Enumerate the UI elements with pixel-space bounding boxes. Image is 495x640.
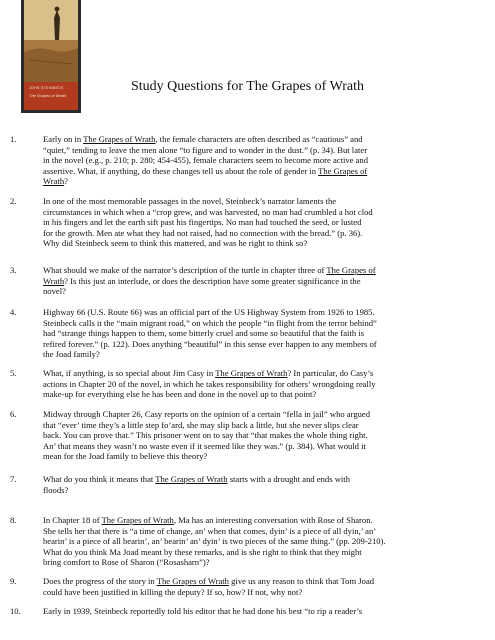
text-segment: assertive. What, if anything, do these changes tell us about the role of gender in	[43, 165, 319, 176]
cover-landscape-icon	[24, 0, 78, 82]
text-segment: , the female characters are often described as “cautious” and	[155, 134, 363, 144]
book-title-reference: The Grapes of Wrath	[156, 576, 229, 586]
question-line	[43, 176, 473, 187]
question-number: 6.	[10, 409, 17, 419]
book-cover-image	[21, 0, 81, 113]
book-title-reference: The Grapes of	[318, 165, 368, 176]
question-line	[43, 349, 473, 360]
text-segment: could have been justified in killing the deputy? If so, how? If not, why not?	[43, 586, 303, 597]
text-segment: Highway 66 (U.S. Route 66) was an official part of the US Highway System from 1926 to 1985.	[43, 307, 375, 317]
text-segment: bring comfort to Rose of Sharon (“Rosasharn”)?	[43, 557, 210, 567]
question-text	[43, 576, 473, 597]
question-line	[43, 379, 473, 390]
question-number: 4.	[10, 307, 17, 317]
question-number: 7.	[10, 474, 17, 484]
text-segment: novel?	[43, 286, 66, 296]
question-line	[43, 420, 473, 431]
cover-title-text: The Grapes of Wrath	[29, 93, 67, 98]
book-title-reference: Wrath	[43, 275, 65, 286]
question-line	[43, 307, 473, 318]
text-segment: in the novel (e.g., p. 210; p. 280; 454-455), female characters seem to become more active and	[43, 155, 369, 165]
question-text	[43, 515, 473, 568]
question-line	[43, 339, 473, 350]
text-segment: Midway through Chapter 26, Casy reports on the opinion of a certain “fella in jail” who argued	[43, 409, 371, 419]
question-line	[43, 576, 473, 587]
text-segment: What should we make of the narrator’s description of the turtle in chapter three of	[43, 265, 327, 275]
book-title-reference: The Grapes of Wrath	[215, 368, 288, 378]
question-line	[43, 474, 473, 485]
text-segment: “quiet,” tending to leave the men alone “to figure and to wonder in the dust.” (p. 34). But later	[43, 144, 368, 155]
text-segment: make-up for everything else he has been and done in the novel up to that point?	[43, 389, 317, 399]
question-text	[43, 134, 473, 187]
question-number: 3.	[10, 265, 17, 275]
question-text	[43, 196, 473, 249]
book-title-reference: The Grapes of	[326, 265, 376, 275]
text-segment: that “ever’ time they’s a little step fo’ard, she may slip back a little, but she never slips clear	[43, 419, 359, 430]
cover-author-text: JOHN STEINBECK	[29, 86, 64, 90]
question-line	[43, 441, 473, 452]
text-segment: Early on in	[43, 134, 84, 144]
question-line	[43, 134, 473, 145]
question-line	[43, 368, 473, 379]
book-title-reference: Wrath	[43, 176, 65, 186]
text-segment: starts with a drought and ends with	[227, 474, 350, 484]
text-segment: ?	[64, 176, 68, 186]
question-line	[43, 515, 473, 526]
question-line	[43, 265, 473, 276]
question-line	[43, 286, 473, 297]
question-text	[43, 409, 473, 462]
question-number: 8.	[10, 515, 17, 525]
question-line	[43, 207, 473, 218]
question-line	[43, 547, 473, 558]
text-segment: for the growth. Men ate what they had not raised, had no connection with the bread.” (p. 36).	[43, 227, 363, 238]
text-segment: the Joad family?	[43, 349, 100, 359]
book-title-reference: The Grapes of Wrath	[83, 134, 156, 144]
text-segment: , Ma has an interesting conversation with Rose of Sharon.	[173, 515, 373, 525]
question-number: 2.	[10, 196, 17, 206]
question-line	[43, 606, 473, 617]
page-title: Study Questions for The Grapes of Wrath	[131, 79, 364, 94]
question-number: 5.	[10, 368, 17, 378]
question-number: 9.	[10, 576, 17, 586]
text-segment: back. You can prove that.” This prisoner went on to say that “that makes the whole thing right.	[43, 430, 368, 440]
text-segment: circumstances in which when a “crop grew, and was harvested, no man had crumbled a hot clod	[43, 206, 373, 217]
text-segment: bearin’ is a piece of all bearin’, an’ bearin’ an’ dyin’ is two pieces of the same thing.” (pp. 209-210).	[43, 536, 386, 546]
question-line	[43, 557, 473, 568]
book-title-reference: The Grapes of Wrath	[101, 515, 174, 525]
text-segment: floods?	[43, 484, 69, 495]
question-line	[43, 526, 473, 537]
question-line	[43, 409, 473, 420]
question-number: 10.	[10, 606, 21, 616]
text-segment: had “strange things happen to them, some bitterly cruel and some so beautiful that the faith is	[43, 328, 364, 338]
question-text	[43, 474, 473, 495]
question-line	[43, 536, 473, 547]
question-line	[43, 328, 473, 339]
question-line	[43, 318, 473, 329]
question-line	[43, 587, 473, 598]
question-line	[43, 389, 473, 400]
text-segment: mean for the Joad family to believe this theory?	[43, 451, 208, 461]
question-line	[43, 166, 473, 177]
text-segment: She tells her that there is “a time of change, an’ when that comes, dyin’ is a piece of all dyin,’ an’	[43, 525, 377, 536]
text-segment: Steinbeck calls it the “main migrant road,” on which the people “in flight from the terror behind”	[43, 317, 377, 328]
text-segment: ? Is this just an interlude, or does the description have some greater significance in the	[64, 275, 361, 286]
text-segment: Early in 1939, Steinbeck reportedly told his editor that he had done his best “to rip a reader’s	[43, 606, 363, 616]
text-segment: What do you think Ma Joad meant by these remarks, and is she right to think that they might	[43, 546, 362, 557]
text-segment: ? In particular, do Casy’s	[287, 368, 374, 378]
text-segment: actions in Chapter 20 of the novel, in which he takes responsibility for others’ wrongdoing really	[43, 378, 376, 389]
book-title-reference: The Grapes of Wrath	[155, 474, 228, 484]
question-line	[43, 228, 473, 239]
text-segment: What do you think it means that	[43, 474, 156, 484]
question-line	[43, 217, 473, 228]
text-segment: In one of the most memorable passages in the novel, Steinbeck’s narrator laments the	[43, 196, 337, 206]
question-line	[43, 238, 473, 249]
question-line	[43, 196, 473, 207]
question-text	[43, 265, 473, 297]
question-line	[43, 430, 473, 441]
question-text	[43, 606, 473, 617]
text-segment: in his fingers and let the earth sift past his fingertips. No man had touched the seed, or lusted	[43, 217, 362, 227]
question-number: 1.	[10, 134, 17, 144]
text-segment: Why did Steinbeck seem to think this mattered, and was he right to think so?	[43, 238, 308, 248]
text-segment: What, if anything, is so special about Jim Casy in	[43, 368, 216, 378]
question-line	[43, 155, 473, 166]
text-segment: An’ that means they wasn’t no waste even if it seemed like they was.” (p. 384). What would it	[43, 440, 366, 451]
question-line	[43, 451, 473, 462]
question-line	[43, 276, 473, 287]
text-segment: In Chapter 18 of	[43, 515, 102, 525]
cover-illustration	[24, 0, 78, 82]
question-text	[43, 368, 473, 400]
question-text	[43, 307, 473, 360]
text-segment: refired forever.” (p. 122). Does anything “beautiful” in this sense ever happen to any members of	[43, 338, 377, 349]
text-segment: Does the progress of the story in	[43, 576, 157, 586]
question-line	[43, 485, 473, 496]
text-segment: give us any reason to think that Tom Joad	[228, 576, 375, 586]
question-line	[43, 145, 473, 156]
